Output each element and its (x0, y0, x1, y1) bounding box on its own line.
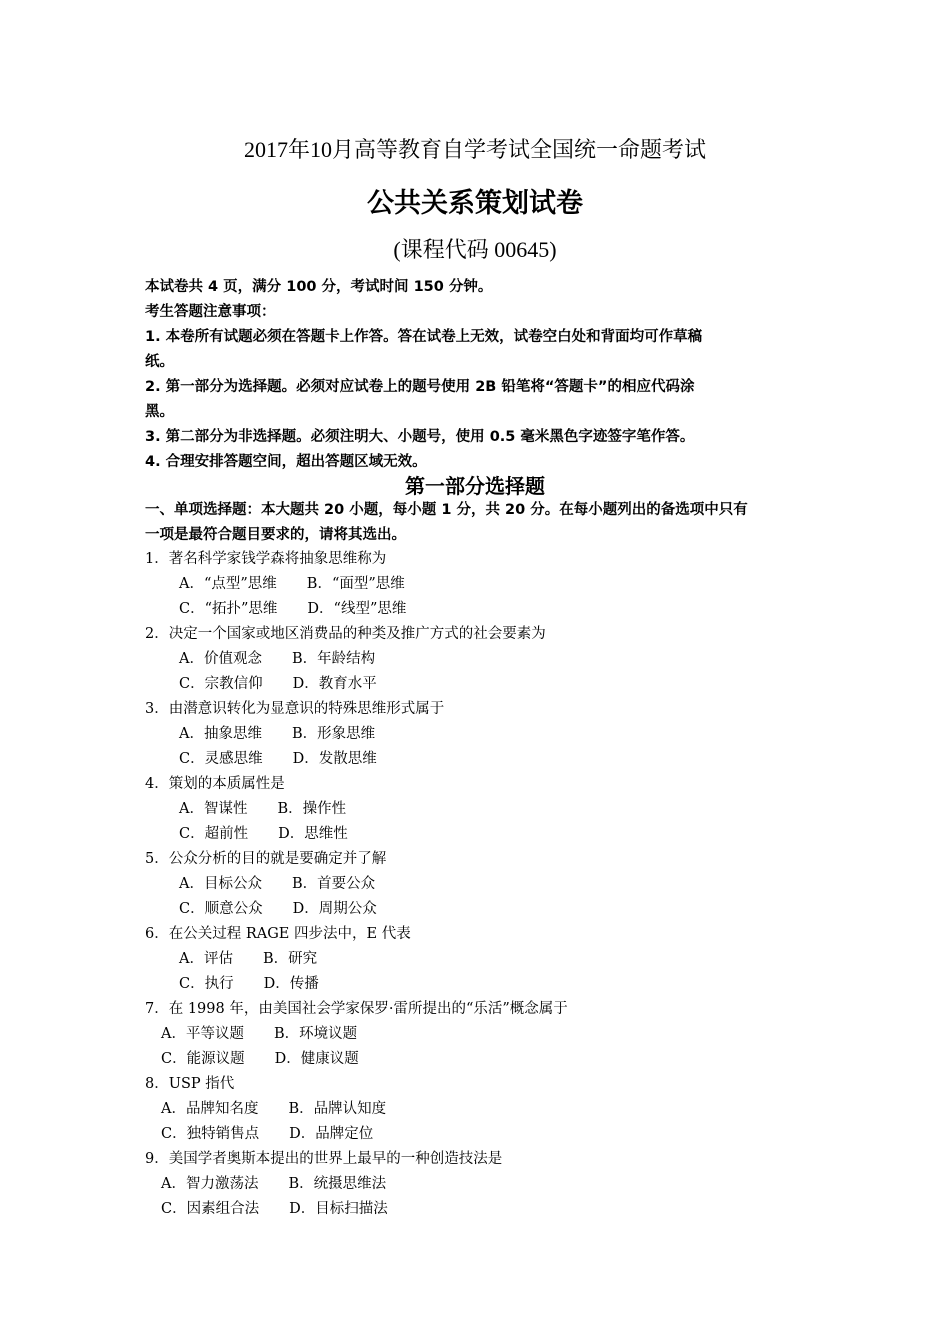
paper-title: 公共关系策划试卷 (367, 188, 583, 219)
section-title: 第一部分选择题 (405, 474, 545, 498)
option-d: D．健康议题 (274, 1051, 359, 1067)
option-row (145, 1022, 810, 1047)
option-c: C．超前性 (179, 826, 249, 842)
option-row (145, 597, 810, 622)
option-a: A．平等议题 (161, 1026, 244, 1042)
note-item-4: 4. 合理安排答题空间，超出答题区域无效。 (145, 454, 427, 470)
option-row (145, 947, 810, 972)
option-d: D．发散思维 (292, 751, 377, 767)
instruction-line-2: 一项是最符合题目要求的，请将其选出。 (145, 527, 406, 543)
question-stem: 9．美国学者奥斯本提出的世界上最早的一种创造技法是 (145, 1151, 503, 1167)
option-row (145, 722, 810, 747)
option-a: A．目标公众 (179, 876, 262, 892)
question-stem: 5．公众分析的目的就是要确定并了解 (145, 851, 387, 867)
question-list (145, 547, 810, 1222)
option-c: C．宗教信仰 (179, 676, 263, 692)
option-row (145, 797, 810, 822)
option-d: D．思维性 (278, 826, 348, 842)
option-d: D．“线型”思维 (307, 601, 407, 617)
option-b: B．形象思维 (291, 726, 376, 742)
option-b: B．首要公众 (291, 876, 376, 892)
option-b: B．环境议题 (273, 1026, 358, 1042)
option-a: A．智力激荡法 (161, 1176, 259, 1192)
option-b: B．统摄思维法 (288, 1176, 387, 1192)
option-c: C．顺意公众 (179, 901, 263, 917)
exam-title: 2017年10月高等教育自学考试全国统一命题考试 (243, 137, 706, 162)
note-item-1-cont: 纸。 (145, 354, 174, 370)
option-a: A．抽象思维 (179, 726, 262, 742)
option-row (145, 972, 810, 997)
section-instruction (145, 498, 810, 548)
option-d: D．传播 (263, 976, 319, 992)
option-c: C．独特销售点 (161, 1126, 260, 1142)
option-row (145, 1197, 810, 1222)
option-c: C．灵感思维 (179, 751, 263, 767)
option-row (145, 1047, 810, 1072)
option-a: A．价值观念 (179, 651, 262, 667)
exam-notes (145, 275, 810, 475)
option-b: B．年龄结构 (291, 651, 376, 667)
option-row (145, 1097, 810, 1122)
option-row (145, 572, 810, 597)
note-item-3: 3. 第二部分为非选择题。必须注明大、小题号，使用 0.5 毫米黑色字迹签字笔作答。 (145, 429, 695, 445)
option-a: A．“点型”思维 (179, 576, 277, 592)
option-a: A．品牌知名度 (161, 1101, 259, 1117)
option-d: D．品牌定位 (289, 1126, 374, 1142)
option-d: D．教育水平 (292, 676, 377, 692)
question-stem: 3．由潜意识转化为显意识的特殊思维形式属于 (145, 701, 445, 717)
option-row (145, 1172, 810, 1197)
option-row (145, 672, 810, 697)
notes-heading: 考生答题注意事项： (145, 304, 276, 320)
question-stem: 1．著名科学家钱学森将抽象思维称为 (145, 551, 387, 567)
note-item-2-cont: 黑。 (145, 404, 174, 420)
question-stem: 6．在公关过程 RAGE 四步法中，E 代表 (145, 926, 411, 942)
option-row (145, 897, 810, 922)
option-b: B．操作性 (277, 801, 347, 817)
question-stem: 2．决定一个国家或地区消费品的种类及推广方式的社会要素为 (145, 626, 546, 642)
option-row (145, 872, 810, 897)
option-c: C．执行 (179, 976, 234, 992)
question-stem: 7．在 1998 年，由美国社会学家保罗·雷所提出的“乐活”概念属于 (145, 1001, 568, 1017)
option-d: D．周期公众 (292, 901, 377, 917)
question-stem: 8．USP 指代 (145, 1076, 235, 1092)
option-b: B．研究 (262, 951, 318, 967)
question-stem: 4．策划的本质属性是 (145, 776, 285, 792)
notes-summary: 本试卷共 4 页，满分 100 分，考试时间 150 分钟。 (145, 279, 493, 295)
option-a: A．智谋性 (179, 801, 248, 817)
option-row (145, 822, 810, 847)
course-code: (课程代码 00645) (393, 237, 557, 262)
option-c: C．“拓扑”思维 (179, 601, 278, 617)
option-row (145, 647, 810, 672)
option-b: B．品牌认知度 (288, 1101, 387, 1117)
note-item-2: 2. 第一部分为选择题。必须对应试卷上的题号使用 2B 铅笔将“答题卡”的相应代码涂 (145, 379, 695, 395)
option-c: C．能源议题 (161, 1051, 245, 1067)
option-c: C．因素组合法 (161, 1201, 260, 1217)
option-a: A．评估 (179, 951, 233, 967)
instruction-line-1: 一、单项选择题：本大题共 20 小题，每小题 1 分，共 20 分。在每小题列出的备选项中只有 (145, 502, 748, 518)
note-item-1: 1. 本卷所有试题必须在答题卡上作答。答在试卷上无效，试卷空白处和背面均可作草稿 (145, 329, 703, 345)
option-d: D．目标扫描法 (289, 1201, 388, 1217)
option-row (145, 1122, 810, 1147)
option-b: B．“面型”思维 (306, 576, 405, 592)
option-row (145, 747, 810, 772)
